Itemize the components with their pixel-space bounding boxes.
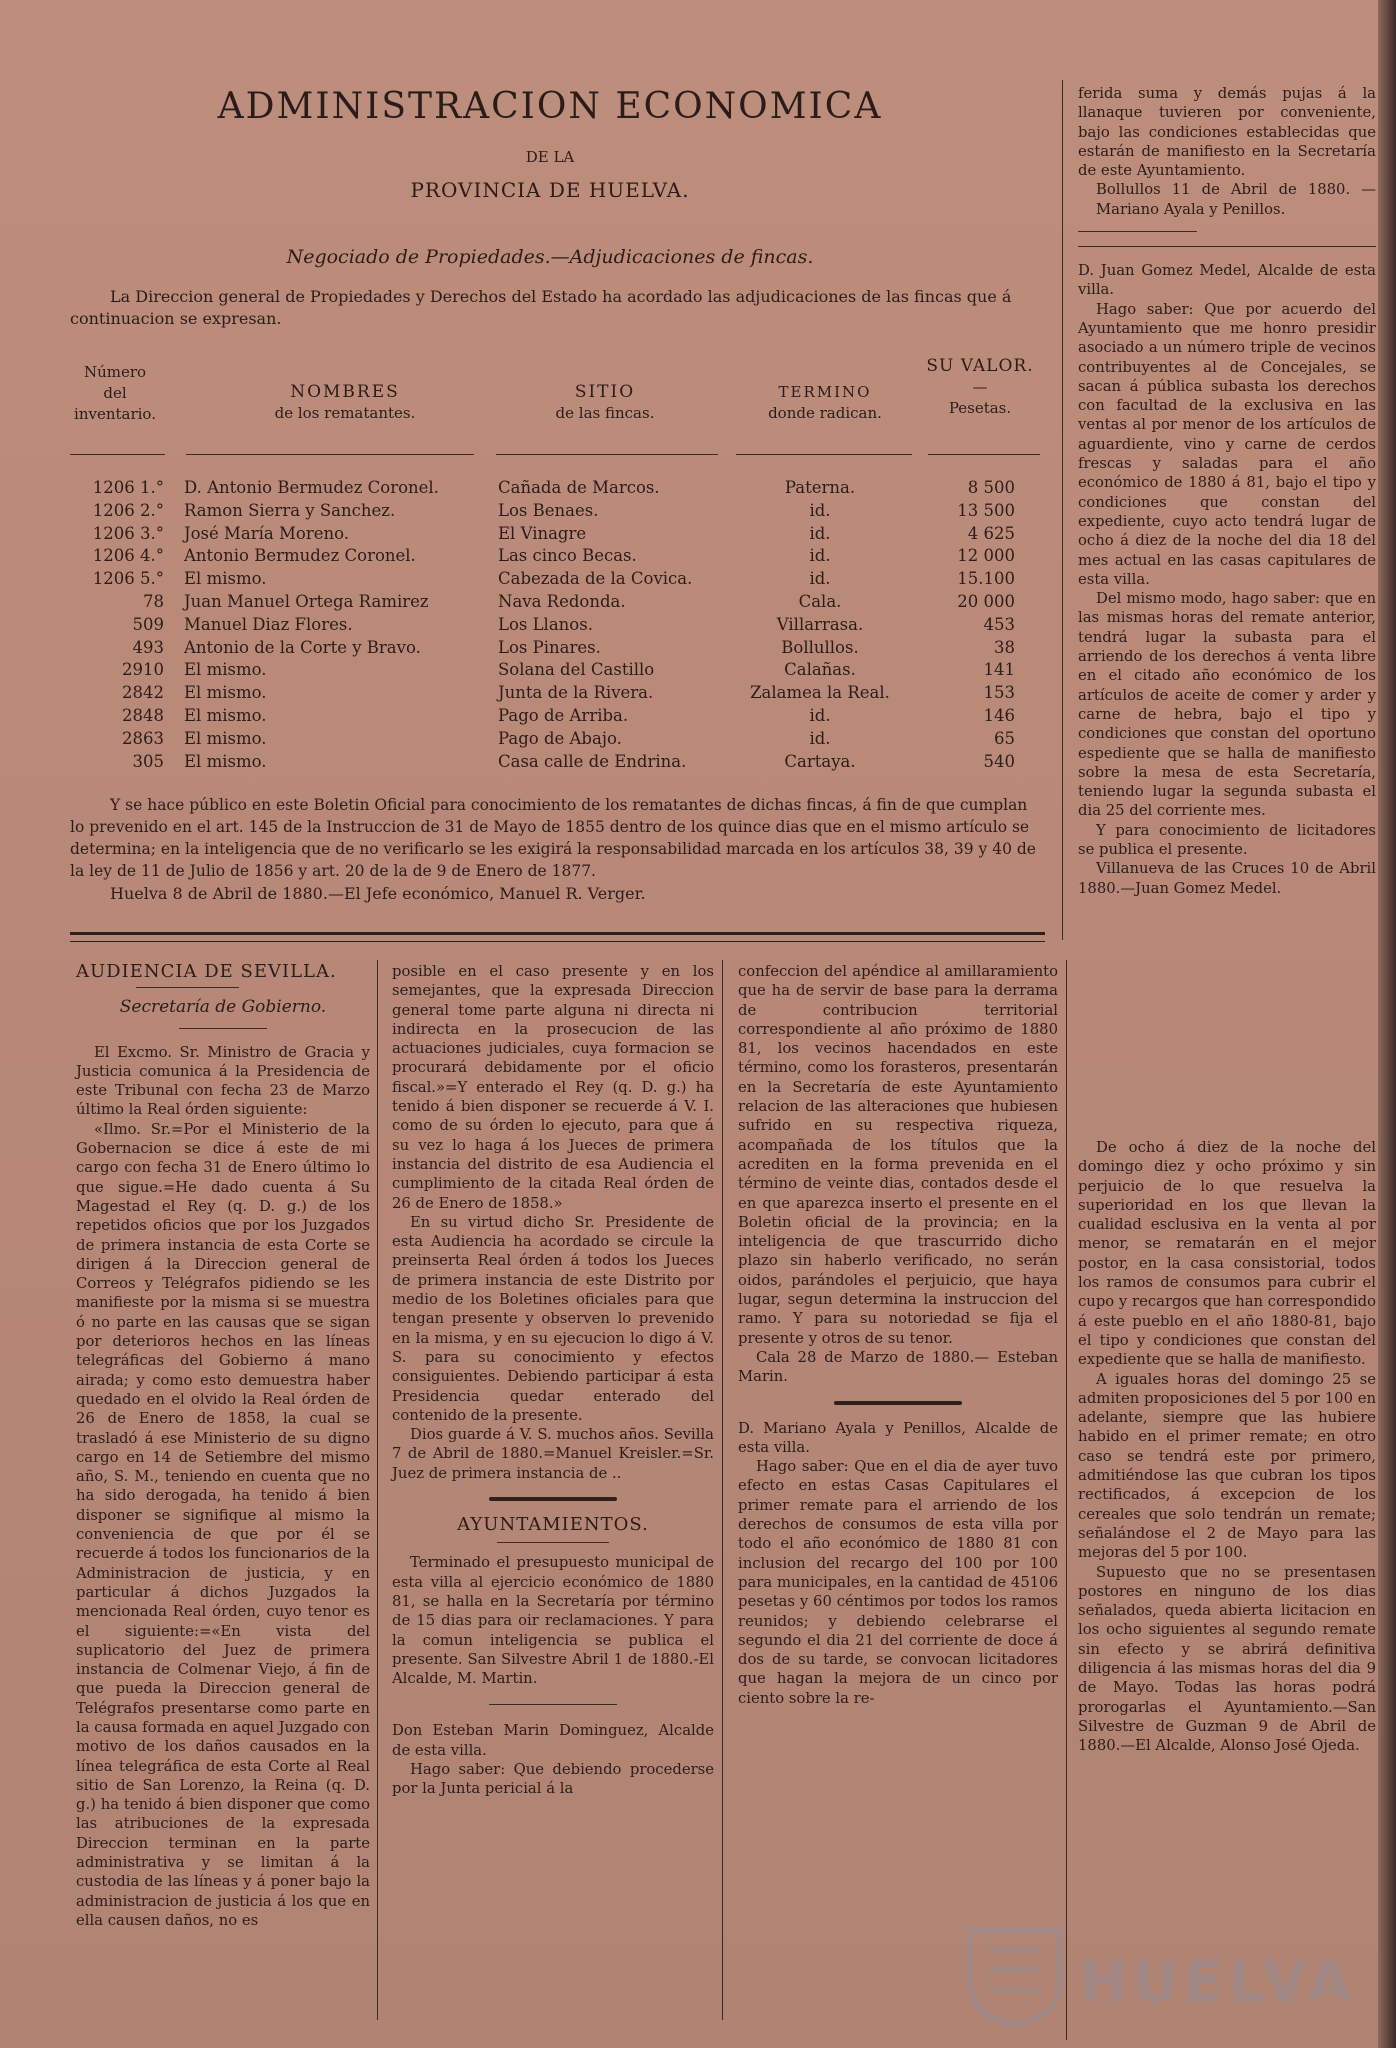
- row-sitio: Las cinco Becas.: [498, 546, 637, 566]
- row-termino: Cartaya.: [784, 751, 856, 771]
- row-sitio: El Vinagre: [498, 523, 587, 543]
- row-sitio: Solana del Castillo: [498, 660, 655, 680]
- header-rule: [736, 454, 912, 455]
- col3-p2: Hago saber: Que en el dia de ayer tuvo efecto en estas Casas Capitulares el primer remate para el arriendo de los derechos de consumos de esta villa por todo el año económico de 1880 81 con inclusion del recargo del 100 por 100 para municipales, en la cantidad de 45106 pesetas y 60 céntimos por todos los ramos reunidos; y debiendo celebrarse el segundo el dia 21 del corriente de doce á dos de su tarde, se convocan licitadores que hagan la mejora de un cinco por ciento sobre la re-: [738, 1458, 1058, 1707]
- row-rematante: El mismo.: [184, 751, 267, 771]
- right-top-p1: ferida suma y demás pujas á la llanaque tuvieren por conveniente, bajo las condiciones establecidas que estarán de manifiesto en la Secretaría de este Ayuntamiento.: [1078, 85, 1376, 180]
- row-rematante: El mismo.: [184, 683, 267, 703]
- row-rematante: El mismo.: [184, 569, 267, 589]
- row-numero: 2842: [122, 683, 164, 703]
- column-four: [1078, 1138, 1376, 1756]
- row-termino: Cala.: [798, 592, 842, 611]
- header-valor: SU VALOR. — Pesetas.: [926, 356, 1034, 417]
- rule: [1078, 231, 1197, 232]
- row-numero: 1206 3.°: [92, 523, 164, 543]
- archive-watermark: [960, 1920, 1358, 2030]
- row-termino: id.: [809, 728, 831, 748]
- title-de-la: DE LA: [525, 148, 575, 166]
- row-termino: Villarrasa.: [776, 614, 864, 634]
- col3-p1: confeccion del apéndice al amillaramiento que ha de servir de base para la derrama de contribucion territorial correspondiente al año próximo de 1880 81, los vecinos hacendados en este término, como los forasteros, presentarán en la Secretaría de este Ayuntamiento relacion de las alteraciones que hubiesen sufrido en su respectiva riqueza, acompañada de los títulos que la acrediten en la forma prevenida en el término de veinte dias, contados desde el en que aparezca inserto el presente en el Boletin oficial de la provincia; en la inteligencia de que trascurrido dicho plazo sin haberlo verificado, no serán oidos, parándoles el perjuicio, que haya lugar, segun determina la instruccion del ramo. Y para su notoriedad se fija el presente y otros de su tenor.: [738, 963, 1058, 1347]
- right-top-p3: Del mismo modo, hago saber: que en las mismas horas del remate anterior, tendrá lugar la subasta para el arriendo de los derechos á venta libre en el citado año económico de los artículos de aceite de comer y arder y carne de hebra, bajo el tipo y condiciones que constan del oportuno espediente que se halla de manifiesto sobre la mesa de esta Secretaría, teniendo lugar la segunda subasta el dia 25 del corriente mes.: [1078, 590, 1376, 820]
- section-divider: [70, 932, 1045, 942]
- ornament-rule: [489, 1497, 618, 1501]
- rule: [179, 1028, 267, 1029]
- col4-p2: A iguales horas del domingo 25 se admiten proposiciones del 5 por 100 en adelante, siempre que las hubiere habido en el primer remate; en otro caso se tendrá este por primero, admitiéndose las que cubran los tipos rectificados, á excepcion de los cereales que solo tendrán un remate; señalándose el 2 de Mayo para las mejoras del 5 por 100.: [1078, 1370, 1376, 1562]
- row-numero: 2848: [122, 706, 164, 725]
- watermark-text: HUELVA: [1080, 1950, 1358, 2015]
- col4-p3: Supuesto que no se presentasen postores en ninguno de los dias señalados, queda abierta licitacion en los ocho siguientes al segundo remate sin efecto y se abrirá definitiva diligencia á las mismas horas del dia 9 de Mayo. Todas las horas podrá prorogarlas el Ayuntamiento.—San Silvestre de Guzman 9 de Abril de 1880.—El Alcalde, Alonso José Ojeda.: [1078, 1563, 1376, 1755]
- header-rule: [928, 454, 1040, 455]
- row-termino: id.: [809, 706, 831, 725]
- right-top-column: [1078, 84, 1376, 898]
- row-sitio: Junta de la Rivera.: [498, 683, 654, 703]
- row-termino: Bollullos.: [781, 637, 859, 657]
- row-sitio: Los Benaes.: [498, 500, 599, 520]
- right-top-p2: Hago saber: Que por acuerdo del Ayuntamiento que me honro presidir asociado a un número triple de vecinos contribuyentes al de Concejales, se sacan á pública subasta los derechos con facultad de la exclusiva en las ventas al por menor de los artículos de aguardiente, vino y carne de cerdos frescas y saladas para el año económico de 1880 á 81, bajo el tipo y condiciones que constan del expediente, cuyo acto tendrá lugar de ocho á diez de la noche del dia 18 del mes actual en las casas capitulares de esta villa.: [1078, 300, 1376, 588]
- intro-paragraph: La Direccion general de Propiedades y Derechos del Estado ha acordado las adjudicaciones de las fincas que á continuacion se expresan.: [70, 287, 1012, 328]
- row-numero: 1206 1.°: [92, 478, 164, 497]
- row-rematante: El mismo.: [184, 706, 267, 725]
- header-termino: TERMINO donde radican.: [768, 383, 882, 422]
- column-rule: [1062, 80, 1063, 940]
- page-title: ADMINISTRACION ECONOMICA: [217, 86, 883, 127]
- col3-mayor: D. Mariano Ayala y Penillos, Alcalde de esta villa.: [738, 1419, 1058, 1456]
- ornament-rule: [834, 1401, 962, 1405]
- rule: [1078, 246, 1376, 247]
- row-sitio: Los Pinares.: [498, 637, 601, 657]
- header-numero: Número del inventario.: [74, 363, 156, 423]
- column-rule: [722, 960, 723, 2020]
- ayuntamientos-heading: AYUNTAMIENTOS.: [457, 1514, 649, 1536]
- row-valor: 4 625: [967, 523, 1015, 543]
- col2-p2: En su virtud dicho Sr. Presidente de esta Audiencia ha acordado se circule la preinserta Real órden á todos los Jueces de primera instancia de este Distrito por medio de los Boletines oficiales para que tengan presente y observen lo prevenido en la misma, y en su ejecucion lo digo á V. S. para su conocimiento y efectos consiguientes. Debiendo participar á esta Presidencia quedar enterado del contenido de la presente.: [392, 1213, 714, 1424]
- row-rematante: Ramon Sierra y Sanchez.: [184, 500, 396, 520]
- column-audiencia: [76, 962, 370, 1930]
- row-termino: Calañas.: [784, 660, 856, 680]
- row-termino: id.: [809, 523, 831, 543]
- row-sitio: Pago de Arriba.: [498, 706, 629, 725]
- row-valor: 453: [983, 614, 1015, 634]
- audiencia-p2: «Ilmo. Sr.=Por el Ministerio de la Gobernacion se dice á este de mi cargo con fecha 31 de Enero último lo que sigue.=He dado cuenta á Su Magestad el Rey (q. D. g.) de los repetidos oficios que por los Juzgados de primera instancia de esta Corte se dirigen á la Direccion general de Correos y Telégrafos pidiendo se les manifieste por la misma si se muestra ó no parte en las causas que se sigan por deterioros hechos en las líneas telegráficas del Gobierno á mano airada; y como esto demuestra haber quedado en el olvido la Real órden de 26 de Enero de 1858, la cual se trasladó á ese Ministerio de su digno cargo en 14 de Setiembre del mismo año, S. M., teniendo en cuenta que no ha sido derogada, ha tenido á bien disponer se signifique al mismo la conveniencia de que por él se recuerde á todos los funcionarios de la Administracion de justicia, y en particular á dichos Juzgados la mencionada Real órden, cuyo tenor es el siguiente:=«En vista del suplicatorio del Juez de primera instancia de Colmenar Viejo, á fin de que pueda la Direccion general de Telégrafos presentarse como parte en la causa formada en aquel Juzgado con motivo de los daños causados en la línea telegráfica de esta Corte al Real sitio de San Lorenzo, la Reina (q. D. g.) ha tenido á bien disponer que como las atribuciones de la expresada Direccion terminan en la parte administrativa y se limitan á la custodia de las líneas y á poner bajo la administracion de justicia á los que en ella causen daños, no es: [76, 1120, 370, 1929]
- col2-mayor: Don Esteban Marin Dominguez, Alcalde de esta villa.: [392, 1722, 714, 1759]
- column-rule: [1066, 960, 1067, 2040]
- row-sitio: Cabezada de la Covica.: [498, 569, 693, 589]
- row-sitio: Cañada de Marcos.: [498, 478, 660, 497]
- right-top-p4: Y para conocimiento de licitadores se publica el presente.: [1078, 821, 1376, 858]
- row-numero: 78: [143, 592, 164, 611]
- shield-icon: [960, 1920, 1070, 2030]
- row-numero: 305: [132, 751, 164, 771]
- row-sitio: Casa calle de Endrina.: [498, 751, 687, 771]
- right-top-signature: Bollullos 11 de Abril de 1880. —Mariano Ayala y Penillos.: [1096, 181, 1376, 218]
- column-three: [738, 962, 1058, 1708]
- column-two: [392, 962, 714, 1799]
- row-termino: Paterna.: [784, 478, 856, 497]
- row-sitio: Pago de Abajo.: [498, 728, 622, 748]
- right-top-signature-2: Villanueva de las Cruces 10 de Abril 1880.—Juan Gomez Medel.: [1078, 860, 1376, 897]
- column-rule: [377, 960, 378, 2020]
- signoff: Huelva 8 de Abril de 1880.—El Jefe económico, Manuel R. Verger.: [110, 884, 646, 903]
- rule: [489, 1704, 618, 1705]
- row-valor: 146: [983, 706, 1015, 725]
- row-rematante: Manuel Diaz Flores.: [184, 614, 353, 634]
- row-rematante: El mismo.: [184, 660, 267, 680]
- closing-paragraph: Y se hace público en este Boletin Oficial para conocimiento de los rematantes de dichas fincas, á fin de que cumplan lo prevenido en el art. 145 de la Instruccion de 31 de Mayo de 1855 dentro de los quince dias que en el mismo artículo se determina; en la inteligencia que de no verificarlo se les exigirá la responsabilidad marcada en los artículos 38, 39 y 40 de la ley de 11 de Julio de 1856 y art. 20 de la de 9 de Enero de 1877.: [70, 796, 1036, 880]
- row-rematante: Antonio Bermudez Coronel.: [184, 546, 416, 566]
- row-numero: 2910: [122, 660, 164, 680]
- row-valor: 38: [994, 637, 1015, 657]
- header-sitio: SITIO de las fincas.: [555, 382, 655, 422]
- header-nombres: NOMBRES de los rematantes.: [274, 382, 416, 422]
- row-valor: 15.100: [957, 569, 1015, 589]
- rule: [136, 987, 239, 988]
- row-termino: id.: [809, 569, 831, 589]
- right-top-mayor: D. Juan Gomez Medel, Alcalde de esta villa.: [1078, 262, 1376, 299]
- row-sitio: Los Llanos.: [498, 614, 593, 634]
- row-rematante: Antonio de la Corte y Bravo.: [184, 637, 421, 657]
- section-subtitle: Negociado de Propiedades.—Adjudicaciones de fincas.: [286, 246, 814, 268]
- row-numero: 509: [132, 614, 164, 634]
- rule: [497, 1542, 610, 1543]
- audiencia-p1: El Excmo. Sr. Ministro de Gracia y Justicia comunica á la Presidencia de este Tribunal con fecha 23 de Marzo último la Real órden siguiente:: [76, 1043, 370, 1119]
- row-valor: 13 500: [957, 500, 1015, 520]
- row-termino: id.: [809, 500, 831, 520]
- row-rematante: José María Moreno.: [184, 523, 349, 543]
- row-numero: 1206 2.°: [92, 500, 164, 520]
- row-numero: 1206 5.°: [92, 569, 164, 589]
- row-sitio: Nava Redonda.: [498, 592, 626, 611]
- row-valor: 8 500: [967, 478, 1015, 497]
- header-rule: [186, 454, 474, 455]
- col2-p3: Dios guarde á V. S. muchos años. Sevilla 7 de Abril de 1880.=Manuel Kreisler.=Sr. Juez de primera instancia de ..: [392, 1426, 714, 1482]
- col2-p1: posible en el caso presente y en los semejantes, que la expresada Direccion general tome parte alguna ni directa ni indirecta en la prosecucion de las actuaciones judiciales, cuya formacion se procurará debidamente por el oficio fiscal.»=Y enterado el Rey (q. D. g.) ha tenido á bien disponer se recuerde á V. I. como de su órden lo ejecuto, para que á su vez lo haga á los Jueces de primera instancia del distrito de esa Audiencia el cumplimiento de la citada Real órden de 26 de Enero de 1858.»: [392, 963, 714, 1212]
- col3-signature: Cala 28 de Marzo de 1880.— Esteban Marin.: [738, 1348, 1058, 1386]
- header-rule: [70, 454, 165, 455]
- header-rule: [496, 454, 718, 455]
- row-numero: 493: [132, 637, 164, 657]
- audiencia-heading: AUDIENCIA DE SEVILLA.: [76, 961, 337, 982]
- col4-p1: De ocho á diez de la noche del domingo diez y ocho próximo y sin perjuicio de lo que resuelva la superioridad en los que llevan la cualidad esclusiva en la venta al por menor, se rematarán en el mejor postor, en la casa consistorial, todos los ramos de consumos para cubrir el cupo y recargos que han correspondido á este pueblo en el año 1880-81, bajo el tipo y condiciones que constan del expediente que se halla de manifiesto.: [1078, 1139, 1376, 1369]
- row-termino: id.: [809, 546, 831, 566]
- page-binding-edge: [1378, 0, 1396, 2048]
- col2-p4: Terminado el presupuesto municipal de esta villa al ejercicio económico de 1880 81, se halla en la Secretaría por término de 15 dias para oir reclamaciones. Y para la comun inteligencia se publica el presente. San Silvestre Abril 1 de 1880.-El Alcalde, M. Martin.: [392, 1554, 714, 1688]
- row-rematante: El mismo.: [184, 728, 267, 748]
- row-valor: 65: [994, 728, 1015, 748]
- audiencia-subheading: Secretaría de Gobierno.: [119, 997, 327, 1018]
- row-valor: 12 000: [957, 546, 1015, 566]
- col2-p5: Hago saber: Que debiendo procederse por la Junta pericial á la: [392, 1760, 714, 1798]
- title-provincia: PROVINCIA DE HUELVA.: [410, 178, 690, 202]
- row-valor: 153: [983, 683, 1015, 703]
- row-rematante: Juan Manuel Ortega Ramirez: [184, 592, 429, 611]
- row-numero: 2863: [122, 728, 164, 748]
- row-valor: 20 000: [957, 592, 1015, 611]
- row-valor: 141: [983, 660, 1015, 680]
- row-numero: 1206 4.°: [92, 546, 164, 566]
- row-termino: Zalamea la Real.: [750, 683, 890, 703]
- row-rematante: D. Antonio Bermudez Coronel.: [184, 478, 439, 497]
- row-valor: 540: [983, 751, 1015, 771]
